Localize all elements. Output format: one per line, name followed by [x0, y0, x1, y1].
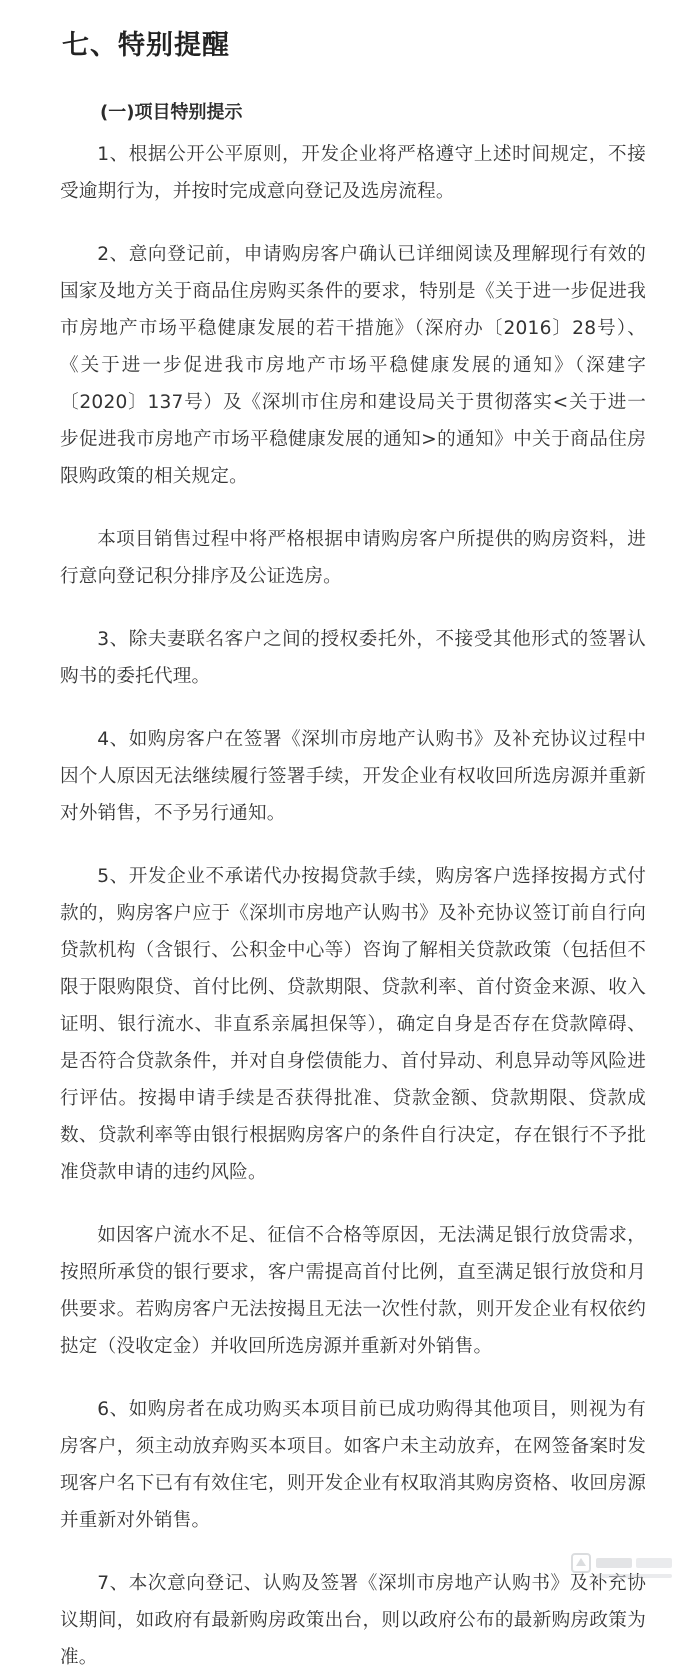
paragraph-4: 4、如购房客户在签署《深圳市房地产认购书》及补充协议过程中因个人原因无法继续履行签署手续，开发企业有权收回所选房源并重新对外销售，不予另行通知。 — [60, 729, 646, 824]
subsection-title: (一)项目特别提示 — [100, 102, 243, 123]
paragraph-3: 3、除夫妻联名客户之间的授权委托外，不接受其他形式的签署认购书的委托代理。 — [60, 629, 646, 687]
paragraph-2-continued: 本项目销售过程中将严格根据申请购房客户所提供的购房资料，进行意向登记积分排序及公证选房。 — [60, 529, 646, 587]
paragraph-1: 1、根据公开公平原则，开发企业将严格遵守上述时间规定，不接受逾期行为，并按时完成意向登记及选房流程。 — [60, 144, 646, 202]
paragraph-2: 2、意向登记前，申请购房客户确认已详细阅读及理解现行有效的国家及地方关于商品住房购买条件的要求，特别是《关于进一步促进我市房地产市场平稳健康发展的若干措施》（深府办〔2016〕28号）、《关于进一步促进我市房地产市场平稳健康发展的通知》（深建字〔2020〕137号）及《深圳市住房和建设局关于贯彻落实<关于进一步促进我市房地产市场平稳健康发展的通知>的通知》中关于商品住房限购政策的相关规定。 — [60, 244, 646, 487]
paragraph-5: 5、开发企业不承诺代办按揭贷款手续，购房客户选择按揭方式付款的，购房客户应于《深圳市房地产认购书》及补充协议签订前自行向贷款机构（含银行、公积金中心等）咨询了解相关贷款政策（包括但不限于限购限贷、首付比例、贷款期限、贷款利率、首付资金来源、收入证明、银行流水、非直系亲属担保等），确定自身是否存在贷款障碍、是否符合贷款条件，并对自身偿债能力、首付异动、利息异动等风险进行评估。按揭申请手续是否获得批准、贷款金额、贷款期限、贷款成数、贷款利率等由银行根据购房客户的条件自行决定，存在银行不予批准贷款申请的违约风险。 — [60, 866, 646, 1183]
paragraph-5-continued: 如因客户流水不足、征信不合格等原因，无法满足银行放贷需求，按照所承贷的银行要求，客户需提高首付比例，直至满足银行放贷和月供要求。若购房客户无法按揭且无法一次性付款，则开发企业有权依约挞定（没收定金）并收回所选房源并重新对外销售。 — [60, 1225, 646, 1357]
section-title: 七、特别提醒 — [62, 30, 230, 61]
paragraph-7: 7、本次意向登记、认购及签署《深圳市房地产认购书》及补充协议期间，如政府有最新购房政策出台，则以政府公布的最新购房政策为准。 — [60, 1573, 646, 1668]
paragraph-6: 6、如购房者在成功购买本项目前已成功购得其他项目，则视为有房客户，须主动放弃购买本项目。如客户未主动放弃，在网签备案时发现客户名下已有有效住宅，则开发企业有权取消其购房资格、收回房源并重新对外销售。 — [60, 1399, 646, 1531]
